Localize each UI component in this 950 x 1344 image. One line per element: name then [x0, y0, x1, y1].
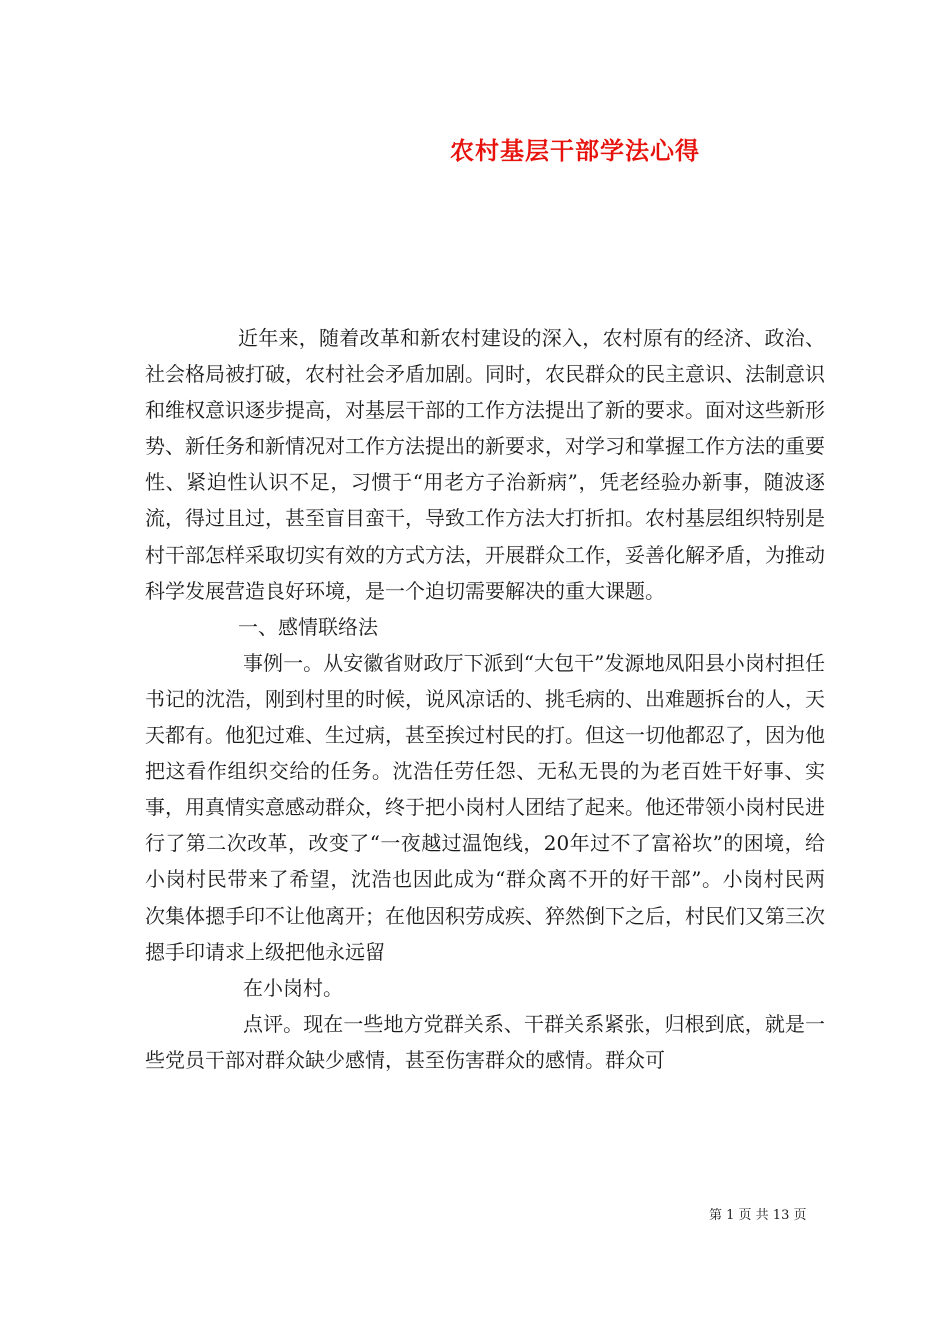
page-number-footer: 第 1 页 共 13 页 — [709, 1208, 807, 1223]
intro-paragraph: 近年来，随着改革和新农村建设的深入，农村原有的经济、政治、社会格局被打破，农村社会矛盾加剧。同时，农民群众的民主意识、法制意识和维权意识逐步提高，对基层干部的工作方法提出了新的要求。面对这些新形势、新任务和新情况对工作方法提出的新要求，对学习和掌握工作方法的重要性、紧迫性认识不足，习惯于“用老方子治新病”，凭老经验办新事，随波逐流，得过且过，甚至盲目蛮干，导致工作方法大打折扣。农村基层组织特别是村干部怎样采取切实有效的方式方法，开展群众工作，妥善化解矛盾，为推动科学发展营造良好环境，是一个迫切需要解决的重大课题。 — [145, 326, 825, 603]
example-paragraph: 事例一。从安徽省财政厅下派到“大包干”发源地凤阳县小岗村担任书记的沈浩，刚到村里的时候，说风凉话的、挑毛病的、出难题拆台的人，天天都有。他犯过难、生过病，甚至挨过村民的打。但这一切他都忍了，因为他把这看作组织交给的任务。沈浩任劳任怨、无私无畏的为老百姓干好事、实事，用真情实意感动群众，终于把小岗村人团结了起来。他还带领小岗村民进行了第二次改革，改变了“一夜越过温饱线，20年过不了富裕坎”的困境，给小岗村民带来了希望，沈浩也因此成为“群众离不开的好干部”。小岗村民两次集体摁手印不让他离开；在他因积劳成疾、猝然倒下之后，村民们又第三次摁手印请求上级把他永远留 — [145, 650, 825, 964]
example-continuation: 在小岗村。 — [243, 975, 343, 1000]
document-body — [145, 320, 825, 1078]
section-heading: 一、感情联络法 — [238, 614, 378, 639]
commentary-paragraph: 点评。现在一些地方党群关系、干群关系紧张，归根到底，就是一些党员干部对群众缺少感情，甚至伤害群众的感情。群众可 — [145, 1011, 825, 1072]
document-title: 农村基层干部学法心得 — [450, 136, 700, 165]
